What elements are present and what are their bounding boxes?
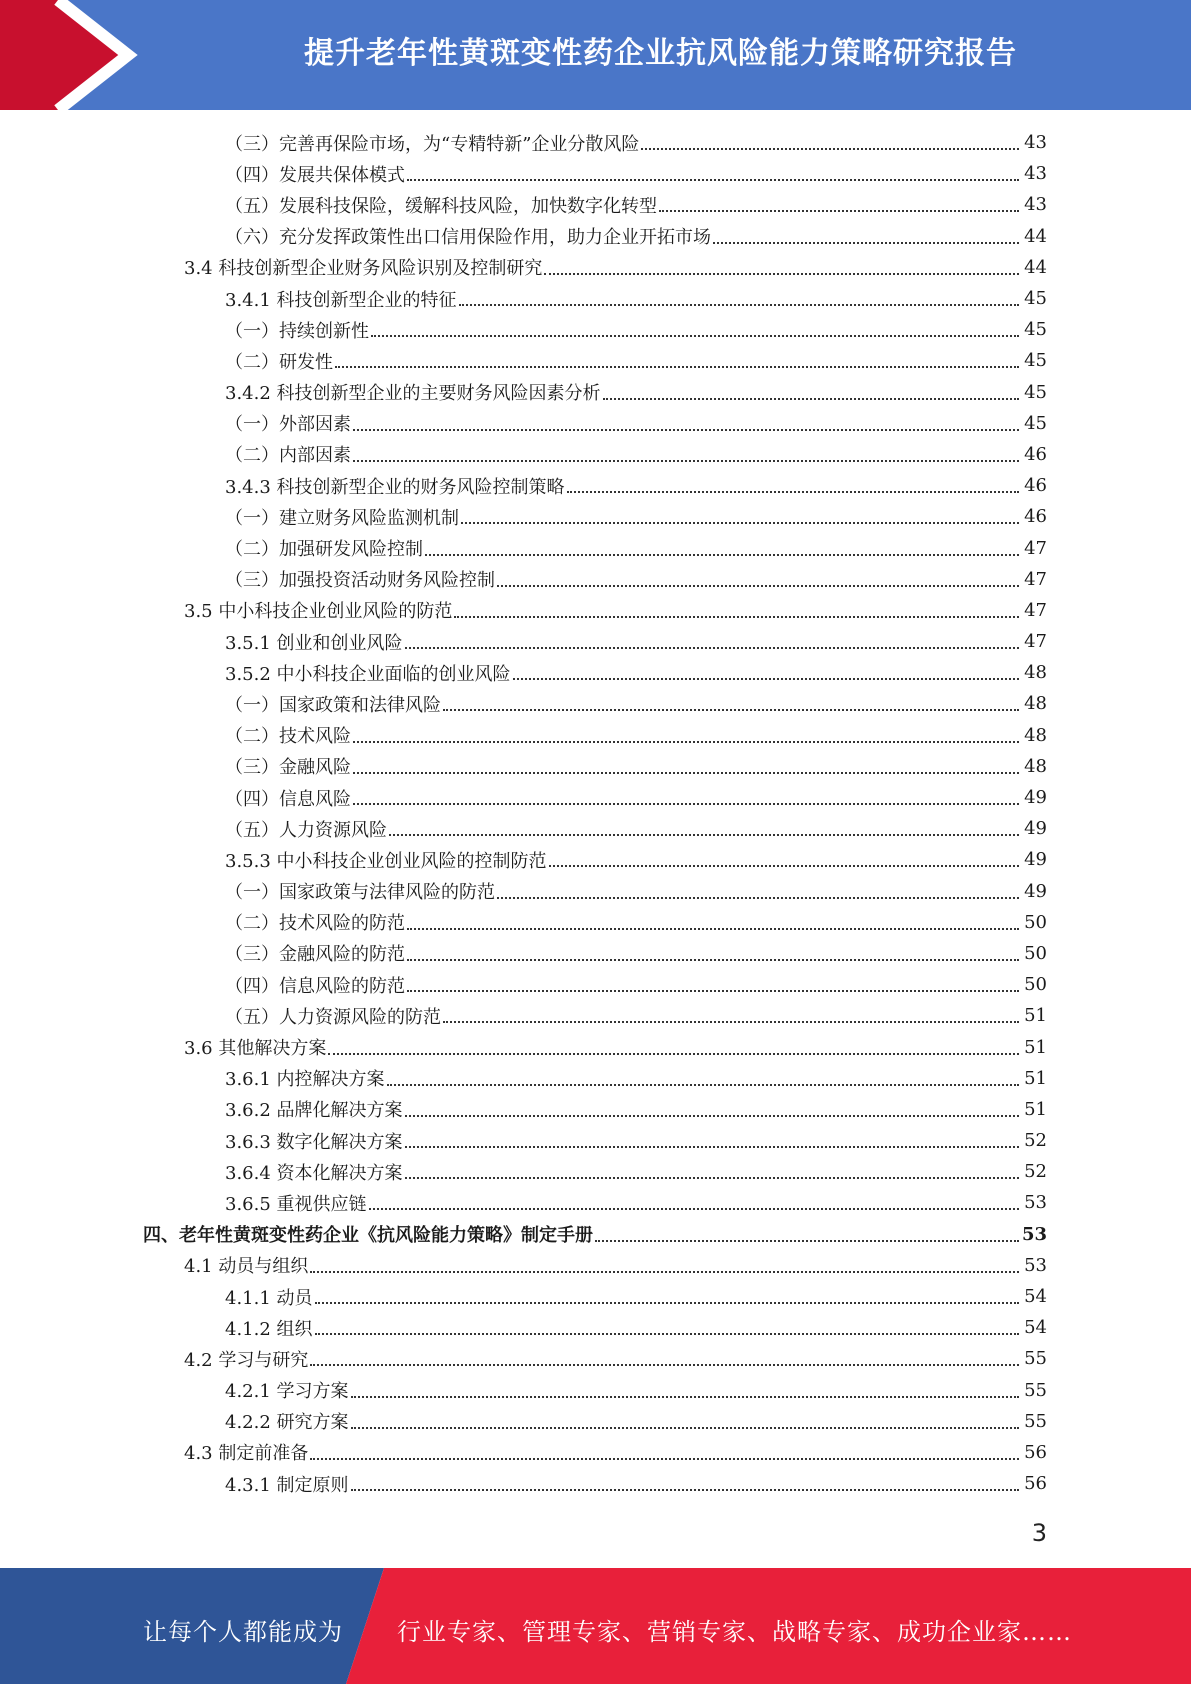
toc-entry-page: 46 bbox=[1024, 443, 1047, 465]
toc-entry-page: 52 bbox=[1024, 1161, 1047, 1183]
toc-entry-page: 47 bbox=[1024, 599, 1047, 621]
toc-entry[interactable] bbox=[0, 595, 1191, 626]
toc-entry-page: 43 bbox=[1024, 132, 1047, 154]
page-number: 3 bbox=[1031, 1519, 1047, 1547]
toc-entry-title: 3.6.5 重视供应链 bbox=[225, 1193, 367, 1215]
toc-entry-page: 56 bbox=[1024, 1473, 1047, 1495]
toc-entry-title: （六）充分发挥政策性出口信用保险作用，助力企业开拓市场 bbox=[225, 227, 711, 249]
toc-entry-title: 3.4.3 科技创新型企业的财务风险控制策略 bbox=[225, 476, 565, 498]
toc-leader-dots bbox=[335, 365, 1019, 368]
toc-entry-page: 54 bbox=[1024, 1286, 1047, 1308]
toc-leader-dots bbox=[407, 178, 1019, 181]
toc-leader-dots bbox=[353, 459, 1019, 462]
toc-entry[interactable] bbox=[0, 813, 1191, 844]
toc-leader-dots bbox=[407, 958, 1019, 961]
toc-entry[interactable] bbox=[0, 221, 1191, 252]
toc-leader-dots bbox=[310, 1363, 1019, 1366]
toc-entry-title: （二）技术风险的防范 bbox=[225, 913, 405, 935]
toc-entry-title: （二）技术风险 bbox=[225, 726, 351, 748]
table-of-contents bbox=[0, 127, 1191, 1499]
toc-entry-page: 52 bbox=[1024, 1130, 1047, 1152]
toc-entry-title: 3.5.3 中小科技企业创业风险的控制防范 bbox=[225, 850, 547, 872]
toc-entry[interactable] bbox=[0, 564, 1191, 595]
toc-entry[interactable] bbox=[0, 314, 1191, 345]
toc-entry-page: 53 bbox=[1024, 1254, 1047, 1276]
toc-entry[interactable] bbox=[0, 657, 1191, 688]
toc-entry[interactable] bbox=[0, 1125, 1191, 1156]
toc-entry-page: 45 bbox=[1024, 319, 1047, 341]
toc-entry-page: 53 bbox=[1024, 1192, 1047, 1214]
toc-entry[interactable] bbox=[0, 1187, 1191, 1218]
toc-entry[interactable] bbox=[0, 377, 1191, 408]
toc-leader-dots bbox=[369, 1207, 1019, 1210]
toc-entry-title: 4.2.2 研究方案 bbox=[225, 1412, 349, 1434]
toc-entry-title: 3.6.1 内控解决方案 bbox=[225, 1069, 385, 1091]
toc-entry-title: （三）金融风险的防范 bbox=[225, 944, 405, 966]
toc-entry-title: 4.3.1 制定原则 bbox=[225, 1474, 349, 1496]
toc-entry[interactable] bbox=[0, 720, 1191, 751]
toc-leader-dots bbox=[461, 521, 1019, 524]
toc-entry-title: （四）信息风险的防范 bbox=[225, 975, 405, 997]
toc-leader-dots bbox=[443, 1020, 1019, 1023]
toc-entry-title: 3.5.1 创业和创业风险 bbox=[225, 632, 403, 654]
toc-leader-dots bbox=[659, 209, 1019, 212]
toc-leader-dots bbox=[549, 864, 1019, 867]
toc-entry[interactable] bbox=[0, 408, 1191, 439]
toc-leader-dots bbox=[405, 1145, 1019, 1148]
toc-entry-page: 55 bbox=[1024, 1410, 1047, 1432]
toc-entry[interactable] bbox=[0, 501, 1191, 532]
page-header bbox=[0, 0, 1191, 110]
toc-leader-dots bbox=[405, 1176, 1019, 1179]
toc-entry-page: 51 bbox=[1024, 1067, 1047, 1089]
toc-entry[interactable] bbox=[0, 751, 1191, 782]
toc-entry-page: 55 bbox=[1024, 1379, 1047, 1401]
toc-entry-title: （一）外部因素 bbox=[225, 414, 351, 436]
toc-leader-dots bbox=[454, 615, 1019, 618]
toc-entry-page: 43 bbox=[1024, 163, 1047, 185]
toc-entry[interactable] bbox=[0, 1312, 1191, 1343]
toc-leader-dots bbox=[310, 1457, 1019, 1460]
toc-entry-title: （四）发展共保体模式 bbox=[225, 164, 405, 186]
toc-leader-dots bbox=[641, 147, 1019, 150]
toc-entry-page: 45 bbox=[1024, 350, 1047, 372]
toc-entry[interactable] bbox=[0, 626, 1191, 657]
footer-slogan-left: 让每个人都能成为 bbox=[143, 1618, 343, 1646]
toc-entry[interactable] bbox=[0, 470, 1191, 501]
toc-entry-page: 45 bbox=[1024, 381, 1047, 403]
toc-leader-dots bbox=[353, 740, 1019, 743]
toc-entry-title: （二）内部因素 bbox=[225, 445, 351, 467]
toc-leader-dots bbox=[353, 428, 1019, 431]
toc-entry-page: 49 bbox=[1024, 849, 1047, 871]
toc-entry-title: 3.4 科技创新型企业财务风险识别及控制研究 bbox=[184, 258, 543, 280]
toc-entry[interactable] bbox=[0, 189, 1191, 220]
toc-entry-title: （二）研发性 bbox=[225, 351, 333, 373]
toc-entry-page: 50 bbox=[1024, 911, 1047, 933]
toc-leader-dots bbox=[443, 708, 1019, 711]
toc-entry-title: 3.6.3 数字化解决方案 bbox=[225, 1131, 403, 1153]
toc-entry-title: （四）信息风险 bbox=[225, 788, 351, 810]
toc-entry-title: （一）持续创新性 bbox=[225, 320, 369, 342]
toc-entry[interactable] bbox=[0, 1406, 1191, 1437]
toc-leader-dots bbox=[371, 334, 1019, 337]
toc-entry-page: 47 bbox=[1024, 631, 1047, 653]
toc-leader-dots bbox=[315, 1301, 1019, 1304]
toc-leader-dots bbox=[544, 272, 1019, 275]
toc-entry-page: 55 bbox=[1024, 1348, 1047, 1370]
toc-entry[interactable] bbox=[0, 1343, 1191, 1374]
toc-entry-title: （二）加强研发风险控制 bbox=[225, 539, 423, 561]
toc-entry[interactable] bbox=[0, 252, 1191, 283]
toc-entry-title: （三）加强投资活动财务风险控制 bbox=[225, 570, 495, 592]
toc-entry[interactable] bbox=[0, 969, 1191, 1000]
toc-entry[interactable] bbox=[0, 532, 1191, 563]
toc-entry[interactable] bbox=[0, 782, 1191, 813]
footer-slogan-right: 行业专家、管理专家、营销专家、战略专家、成功企业家…… bbox=[397, 1618, 1072, 1646]
toc-entry[interactable] bbox=[0, 439, 1191, 470]
toc-entry-page: 53 bbox=[1021, 1223, 1047, 1245]
toc-entry-title: 3.4.1 科技创新型企业的特征 bbox=[225, 289, 457, 311]
toc-entry-title: 4.1.2 组织 bbox=[225, 1318, 313, 1340]
toc-entry[interactable] bbox=[0, 1219, 1191, 1250]
toc-leader-dots bbox=[713, 241, 1019, 244]
toc-entry[interactable] bbox=[0, 1250, 1191, 1281]
toc-entry[interactable] bbox=[0, 1281, 1191, 1312]
toc-entry-title: （三）完善再保险市场，为“专精特新”企业分散风险 bbox=[225, 133, 640, 155]
toc-leader-dots bbox=[603, 397, 1019, 400]
toc-entry-page: 48 bbox=[1024, 755, 1047, 777]
toc-leader-dots bbox=[497, 896, 1019, 899]
toc-entry[interactable] bbox=[0, 844, 1191, 875]
toc-entry[interactable] bbox=[0, 1468, 1191, 1499]
toc-leader-dots bbox=[351, 1395, 1019, 1398]
toc-entry[interactable] bbox=[0, 1437, 1191, 1468]
toc-leader-dots bbox=[459, 303, 1019, 306]
toc-entry-page: 51 bbox=[1024, 1005, 1047, 1027]
toc-entry-page: 46 bbox=[1024, 475, 1047, 497]
toc-leader-dots bbox=[389, 833, 1019, 836]
toc-entry-title: 3.6.2 品牌化解决方案 bbox=[225, 1100, 403, 1122]
toc-leader-dots bbox=[497, 584, 1019, 587]
toc-leader-dots bbox=[405, 1114, 1019, 1117]
toc-entry-page: 48 bbox=[1024, 662, 1047, 684]
toc-entry-page: 43 bbox=[1024, 194, 1047, 216]
toc-entry[interactable] bbox=[0, 1031, 1191, 1062]
toc-entry-title: 3.5.2 中小科技企业面临的创业风险 bbox=[225, 663, 511, 685]
toc-leader-dots bbox=[310, 1270, 1019, 1273]
toc-leader-dots bbox=[407, 927, 1019, 930]
toc-entry-page: 48 bbox=[1024, 693, 1047, 715]
toc-leader-dots bbox=[387, 1083, 1019, 1086]
toc-entry-title: （五）发展科技保险，缓解科技风险，加快数字化转型 bbox=[225, 195, 657, 217]
toc-entry[interactable] bbox=[0, 688, 1191, 719]
toc-leader-dots bbox=[315, 1332, 1019, 1335]
toc-entry-title: 4.2.1 学习方案 bbox=[225, 1381, 349, 1403]
toc-entry-page: 45 bbox=[1024, 288, 1047, 310]
toc-entry-title: （三）金融风险 bbox=[225, 757, 351, 779]
toc-entry-title: （五）人力资源风险的防范 bbox=[225, 1006, 441, 1028]
toc-entry[interactable] bbox=[0, 1156, 1191, 1187]
toc-entry-page: 46 bbox=[1024, 506, 1047, 528]
toc-leader-dots bbox=[405, 646, 1019, 649]
toc-leader-dots bbox=[353, 802, 1019, 805]
page-footer bbox=[0, 1568, 1191, 1684]
toc-entry-page: 51 bbox=[1024, 1036, 1047, 1058]
toc-entry-page: 47 bbox=[1024, 537, 1047, 559]
toc-leader-dots bbox=[407, 989, 1019, 992]
toc-leader-dots bbox=[595, 1239, 1019, 1242]
toc-entry[interactable] bbox=[0, 1375, 1191, 1406]
toc-entry-page: 54 bbox=[1024, 1317, 1047, 1339]
toc-entry-title: （一）国家政策和法律风险 bbox=[225, 694, 441, 716]
toc-entry-title: （五）人力资源风险 bbox=[225, 819, 387, 841]
toc-entry-title: 4.1 动员与组织 bbox=[184, 1256, 309, 1278]
toc-entry-title: 3.5 中小科技企业创业风险的防范 bbox=[184, 601, 453, 623]
toc-leader-dots bbox=[328, 1052, 1019, 1055]
toc-entry[interactable] bbox=[0, 938, 1191, 969]
toc-entry[interactable] bbox=[0, 158, 1191, 189]
toc-entry-title: 3.6.4 资本化解决方案 bbox=[225, 1162, 403, 1184]
toc-entry-page: 49 bbox=[1024, 880, 1047, 902]
toc-entry-title: 4.1.1 动员 bbox=[225, 1287, 313, 1309]
toc-entry-page: 51 bbox=[1024, 1098, 1047, 1120]
report-title: 提升老年性黄斑变性药企业抗风险能力策略研究报告 bbox=[304, 36, 1017, 71]
toc-entry-page: 49 bbox=[1024, 787, 1047, 809]
toc-leader-dots bbox=[353, 771, 1019, 774]
toc-entry[interactable] bbox=[0, 127, 1191, 158]
toc-entry-page: 56 bbox=[1024, 1441, 1047, 1463]
toc-entry-page: 44 bbox=[1024, 225, 1047, 247]
toc-entry[interactable] bbox=[0, 1000, 1191, 1031]
toc-leader-dots bbox=[513, 677, 1019, 680]
toc-entry[interactable] bbox=[0, 876, 1191, 907]
toc-entry-title: （一）建立财务风险监测机制 bbox=[225, 507, 459, 529]
toc-entry-title: 4.3 制定前准备 bbox=[184, 1443, 309, 1465]
toc-entry-page: 44 bbox=[1024, 256, 1047, 278]
toc-entry[interactable] bbox=[0, 283, 1191, 314]
toc-leader-dots bbox=[425, 553, 1019, 556]
toc-entry-page: 49 bbox=[1024, 818, 1047, 840]
toc-entry-title: 3.6 其他解决方案 bbox=[184, 1038, 327, 1060]
toc-leader-dots bbox=[567, 490, 1019, 493]
toc-entry-title: 四、老年性黄斑变性药企业《抗风险能力策略》制定手册 bbox=[143, 1225, 593, 1247]
toc-entry-title: （一）国家政策与法律风险的防范 bbox=[225, 882, 495, 904]
toc-entry-page: 50 bbox=[1024, 974, 1047, 996]
toc-entry[interactable] bbox=[0, 907, 1191, 938]
toc-entry-title: 4.2 学习与研究 bbox=[184, 1349, 309, 1371]
toc-entry-page: 47 bbox=[1024, 568, 1047, 590]
toc-entry-page: 48 bbox=[1024, 724, 1047, 746]
toc-leader-dots bbox=[351, 1426, 1019, 1429]
toc-entry[interactable] bbox=[0, 345, 1191, 376]
toc-entry-page: 50 bbox=[1024, 942, 1047, 964]
toc-entry-title: 3.4.2 科技创新型企业的主要财务风险因素分析 bbox=[225, 383, 601, 405]
toc-entry[interactable] bbox=[0, 1094, 1191, 1125]
toc-leader-dots bbox=[351, 1488, 1019, 1491]
toc-entry-page: 45 bbox=[1024, 412, 1047, 434]
toc-entry[interactable] bbox=[0, 1063, 1191, 1094]
